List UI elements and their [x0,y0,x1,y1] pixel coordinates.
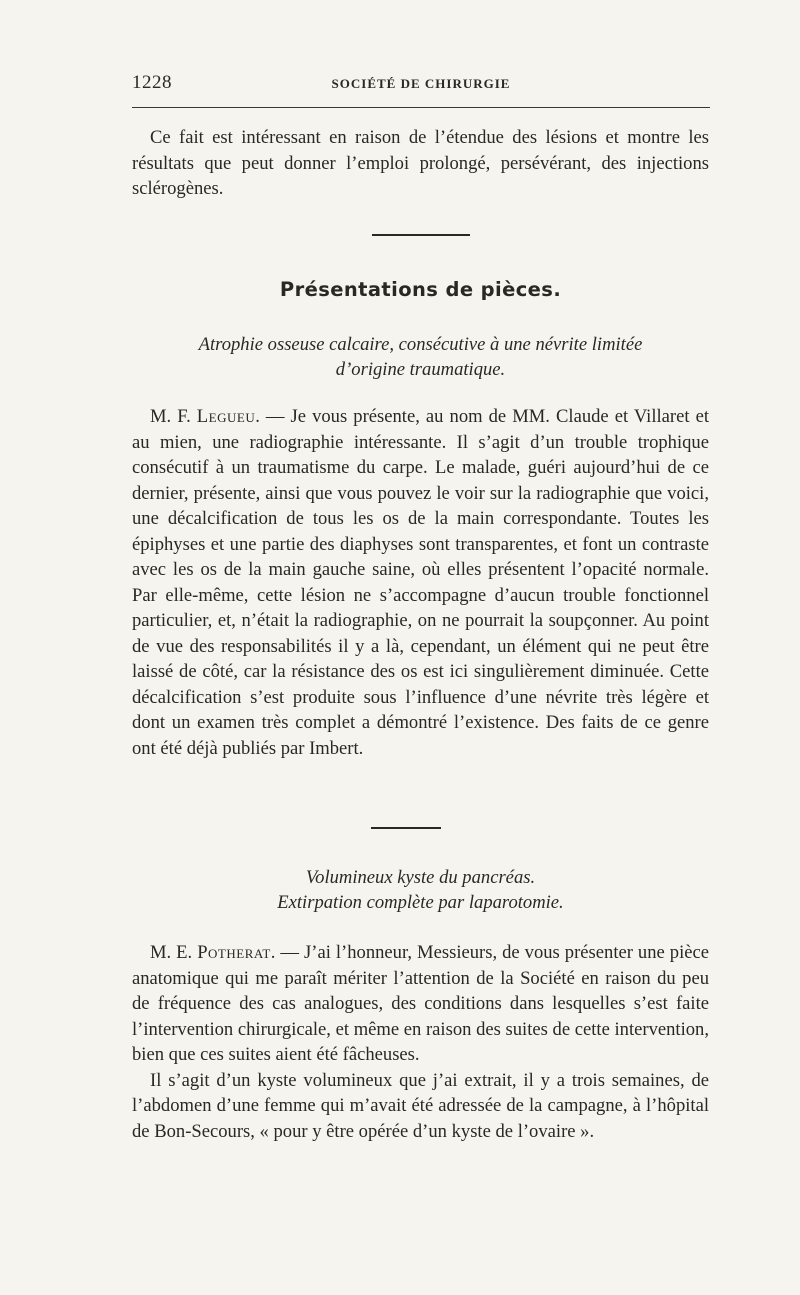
article1-speaker-prefix: M. F. [150,406,197,427]
article1-title-line1: Atrophie osseuse calcaire, consécutive à une névrite limitée [198,334,643,355]
article1-title-line2: d’origine traumatique. [335,359,506,380]
running-head: SOCIÉTÉ DE CHIRURGIE [331,76,511,91]
article2-title-line2: Extirpation complète par laparotomie. [277,892,564,913]
separator-rule-1 [372,234,470,236]
article2-title-line1: Volumineux kyste du pancréas. [305,867,536,888]
header-rule [132,107,710,108]
intro-text: Ce fait est intéressant en raison de l’étendue des lésions et montre les résultats que peut donner l’emploi prolongé, persévérant, des injections sclérogènes. [132,127,709,199]
article2-speaker-name: Potherat [197,942,271,963]
article1-speaker-name: Legueu [196,406,256,427]
separator-rule-2 [371,827,441,829]
page-header [132,72,710,100]
section-title: Présentations de pièces. [279,278,562,301]
article1-title [132,332,709,382]
article2-speaker-prefix: M. E. [150,942,198,963]
page-number: 1228 [132,72,172,93]
article2-paragraphs [132,940,709,1144]
article2-paragraph-1 [132,940,709,1068]
article2-paragraph-2: Il s’agit d’un kyste volumineux que j’ai extrait, il y a trois semaines, de l’abdomen d’une femme qui m’avait été adressée de la campagne, à l’hôpital de Bon-Secours, « pour y être opérée d’un kyste de l’ovaire ». [132,1069,709,1142]
article1-text [132,404,709,761]
article2-title [132,865,709,915]
article2-body1: . — J’ai l’honneur, Messieurs, de vous présenter une pièce anatomique qui me paraît mériter l’attention de la Société en raison du peu de fréquence des cas analogues, des conditions dans lesquelles s’est faite l’intervention chirurgicale, et même en raison des suites de cette intervention, bien que ces suites aient été fâcheuses. [132,942,710,1065]
intro-paragraph [132,125,709,202]
article1-paragraph [132,404,709,761]
article1-body: . — Je vous présente, au nom de MM. Claude et Villaret et au mien, une radiographie intéressante. Il s’agit d’un trouble trophique consécutif à un traumatisme du carpe. Le malade, guéri aujourd’hui de ce dernier, présente, ainsi que vous pouvez le voir sur la radiographie que voici, une décalcification de tous les os de la main correspondante. Toutes les épiphyses et une partie des diaphyses sont transparentes, et font un contraste avec les os de la main gauche saine, où elles présentent l’opacité normale. Par elle-même, cette lésion ne s’accompagne d’aucun trouble fonctionnel particulier, et, n’était la radiographie, on ne pourrait la soupçonner. Au point de vue des responsabilités il y a là, cependant, un élément qui ne peut être laissé de côté, car la résistance des os est ici singulièrement diminuée. Cette décalcification s’est produite sous l’influence d’une névrite très légère et dont un examen très complet a démontré l’existence. Des faits de ce genre ont été déjà publiés par Imbert. [132,406,709,759]
